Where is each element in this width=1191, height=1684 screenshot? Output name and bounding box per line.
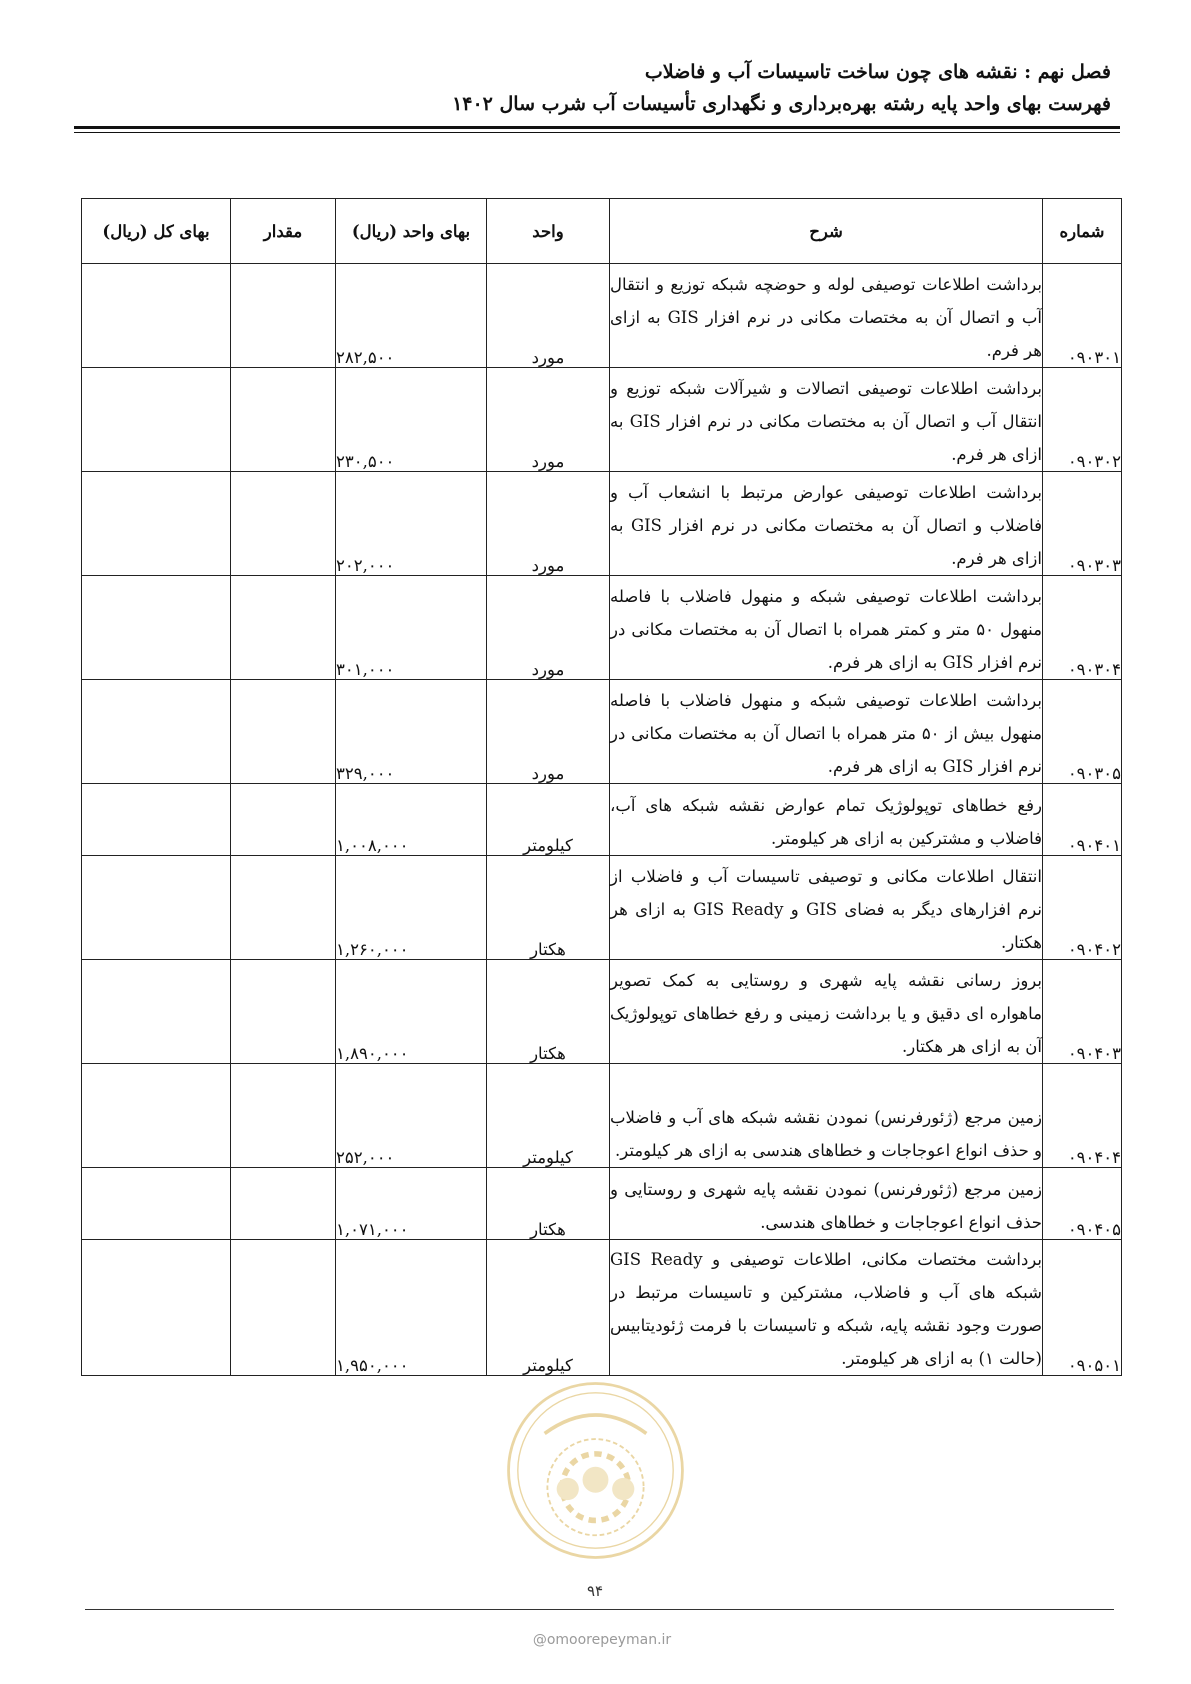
item-description: برداشت اطلاعات توصیفی اتصالات و شیرآلات شبکه توزیع و انتقال آب و اتصال آن به مختصات مکانی در نرم افزار GIS به ازای هر فرم. (610, 368, 1043, 472)
item-quantity (231, 472, 336, 576)
item-description: برداشت اطلاعات توصیفی عوارض مرتبط با انشعاب آب و فاضلاب و اتصال آن به مختصات مکانی در نرم افزار GIS به ازای هر فرم. (610, 472, 1043, 576)
item-number: ۰۹۰۳۰۵ (1043, 680, 1122, 784)
header-divider (74, 126, 1120, 129)
item-unit: مورد (487, 472, 610, 576)
item-description: انتقال اطلاعات مکانی و توصیفی تاسیسات آب و فاضلاب از نرم افزارهای دیگر به فضای GIS و GIS Ready به ازای هر هکتار. (610, 856, 1043, 960)
table-row (82, 368, 1122, 472)
item-quantity (231, 576, 336, 680)
item-unit-price: ۱,۹۵۰,۰۰۰ (336, 1240, 487, 1376)
item-description: زمین مرجع (ژئورفرنس) نمودن نقشه پایه شهری و روستایی و حذف انواع اعوجاجات و خطاهای هندسی. (610, 1168, 1043, 1240)
item-unit: مورد (487, 576, 610, 680)
table-row (82, 960, 1122, 1064)
table-row (82, 784, 1122, 856)
table-row (82, 264, 1122, 368)
item-quantity (231, 1240, 336, 1376)
item-total-price (82, 264, 231, 368)
item-quantity (231, 264, 336, 368)
item-unit-price: ۲۸۲,۵۰۰ (336, 264, 487, 368)
item-number: ۰۹۰۴۰۳ (1043, 960, 1122, 1064)
document-title: فهرست بهای واحد پایه رشته بهره‌برداری و نگهداری تأسیسات آب شرب سال ۱۴۰۲ (452, 93, 1111, 115)
item-unit-price: ۱,۰۰۸,۰۰۰ (336, 784, 487, 856)
item-total-price (82, 680, 231, 784)
table-row (82, 1240, 1122, 1376)
item-quantity (231, 960, 336, 1064)
item-description: برداشت مختصات مکانی، اطلاعات توصیفی و GIS Ready شبکه های آب و فاضلاب، مشترکین و تاسیسات مرتبط در صورت وجود نقشه پایه، شبکه و تاسیسات با فرمت ژئودیتابیس (حالت ۱) به ازای هر کیلومتر. (610, 1240, 1043, 1376)
item-number: ۰۹۰۵۰۱ (1043, 1240, 1122, 1376)
item-unit-price: ۳۲۹,۰۰۰ (336, 680, 487, 784)
page-number: ۹۴ (586, 1582, 604, 1600)
watermark-url: @omoorepeyman.ir (532, 1632, 672, 1648)
item-quantity (231, 856, 336, 960)
table-row (82, 1064, 1122, 1168)
item-description: برداشت اطلاعات توصیفی لوله و حوضچه شبکه توزیع و انتقال آب و اتصال آن به مختصات مکانی در نرم افزار GIS به ازای هر فرم. (610, 264, 1043, 368)
item-unit: مورد (487, 368, 610, 472)
chapter-title: فصل نهم : نقشه های چون ساخت تاسیسات آب و فاضلاب (644, 61, 1111, 83)
header-total-price: بهای کل (ریال) (82, 199, 231, 264)
table-row (82, 1168, 1122, 1240)
item-number: ۰۹۰۴۰۱ (1043, 784, 1122, 856)
item-quantity (231, 680, 336, 784)
item-total-price (82, 472, 231, 576)
item-description: زمین مرجع (ژئورفرنس) نمودن نقشه شبکه های آب و فاضلاب و حذف انواع اعوجاجات و خطاهای هندسی به ازای هر کیلومتر. (610, 1064, 1043, 1168)
item-unit-price: ۲۳۰,۵۰۰ (336, 368, 487, 472)
header-unit: واحد (487, 199, 610, 264)
item-unit: مورد (487, 264, 610, 368)
item-quantity (231, 368, 336, 472)
item-unit: مورد (487, 680, 610, 784)
header-number: شماره (1043, 199, 1122, 264)
item-number: ۰۹۰۳۰۳ (1043, 472, 1122, 576)
item-number: ۰۹۰۴۰۴ (1043, 1064, 1122, 1168)
item-description: رفع خطاهای توپولوژیک تمام عوارض نقشه شبکه های آب، فاضلاب و مشترکین به ازای هر کیلومتر. (610, 784, 1043, 856)
item-total-price (82, 1168, 231, 1240)
item-description: بروز رسانی نقشه پایه شهری و روستایی به کمک تصویر ماهواره ای دقیق و یا برداشت زمینی و رفع خطاهای توپولوژیک آن به ازای هر هکتار. (610, 960, 1043, 1064)
header-unit-price: بهای واحد (ریال) (336, 199, 487, 264)
table-row (82, 856, 1122, 960)
item-total-price (82, 1240, 231, 1376)
table-row (82, 472, 1122, 576)
item-number: ۰۹۰۴۰۲ (1043, 856, 1122, 960)
item-number: ۰۹۰۳۰۴ (1043, 576, 1122, 680)
item-unit-price: ۱,۸۹۰,۰۰۰ (336, 960, 487, 1064)
item-unit-price: ۱,۲۶۰,۰۰۰ (336, 856, 487, 960)
price-list-table (81, 198, 1122, 1376)
item-unit-price: ۳۰۱,۰۰۰ (336, 576, 487, 680)
page-header (71, 56, 1111, 120)
item-total-price (82, 856, 231, 960)
table-header-row (82, 199, 1122, 264)
item-unit-price: ۱,۰۷۱,۰۰۰ (336, 1168, 487, 1240)
item-unit-price: ۲۵۲,۰۰۰ (336, 1064, 487, 1168)
table-row (82, 680, 1122, 784)
item-total-price (82, 960, 231, 1064)
item-quantity (231, 784, 336, 856)
watermark-seal-logo (503, 1378, 688, 1563)
header-description: شرح (610, 199, 1043, 264)
item-total-price (82, 1064, 231, 1168)
item-total-price (82, 784, 231, 856)
item-number: ۰۹۰۳۰۱ (1043, 264, 1122, 368)
item-total-price (82, 368, 231, 472)
item-total-price (82, 576, 231, 680)
item-unit: کیلومتر (487, 1240, 610, 1376)
item-number: ۰۹۰۳۰۲ (1043, 368, 1122, 472)
item-description: برداشت اطلاعات توصیفی شبکه و منهول فاضلاب با فاصله منهول بیش از ۵۰ متر همراه با اتصال آن به مختصات مکانی در نرم افزار GIS به ازای هر فرم. (610, 680, 1043, 784)
item-unit: کیلومتر (487, 1064, 610, 1168)
item-unit: هکتار (487, 856, 610, 960)
item-unit: هکتار (487, 1168, 610, 1240)
item-unit: هکتار (487, 960, 610, 1064)
footer-divider (85, 1609, 1114, 1610)
table-row (82, 576, 1122, 680)
item-description: برداشت اطلاعات توصیفی شبکه و منهول فاضلاب با فاصله منهول ۵۰ متر و کمتر همراه با اتصال آن به مختصات مکانی در نرم افزار GIS به ازای هر فرم. (610, 576, 1043, 680)
item-quantity (231, 1168, 336, 1240)
item-quantity (231, 1064, 336, 1168)
header-divider-thin (74, 132, 1120, 133)
item-unit: کیلومتر (487, 784, 610, 856)
item-number: ۰۹۰۴۰۵ (1043, 1168, 1122, 1240)
header-quantity: مقدار (231, 199, 336, 264)
item-unit-price: ۲۰۲,۰۰۰ (336, 472, 487, 576)
